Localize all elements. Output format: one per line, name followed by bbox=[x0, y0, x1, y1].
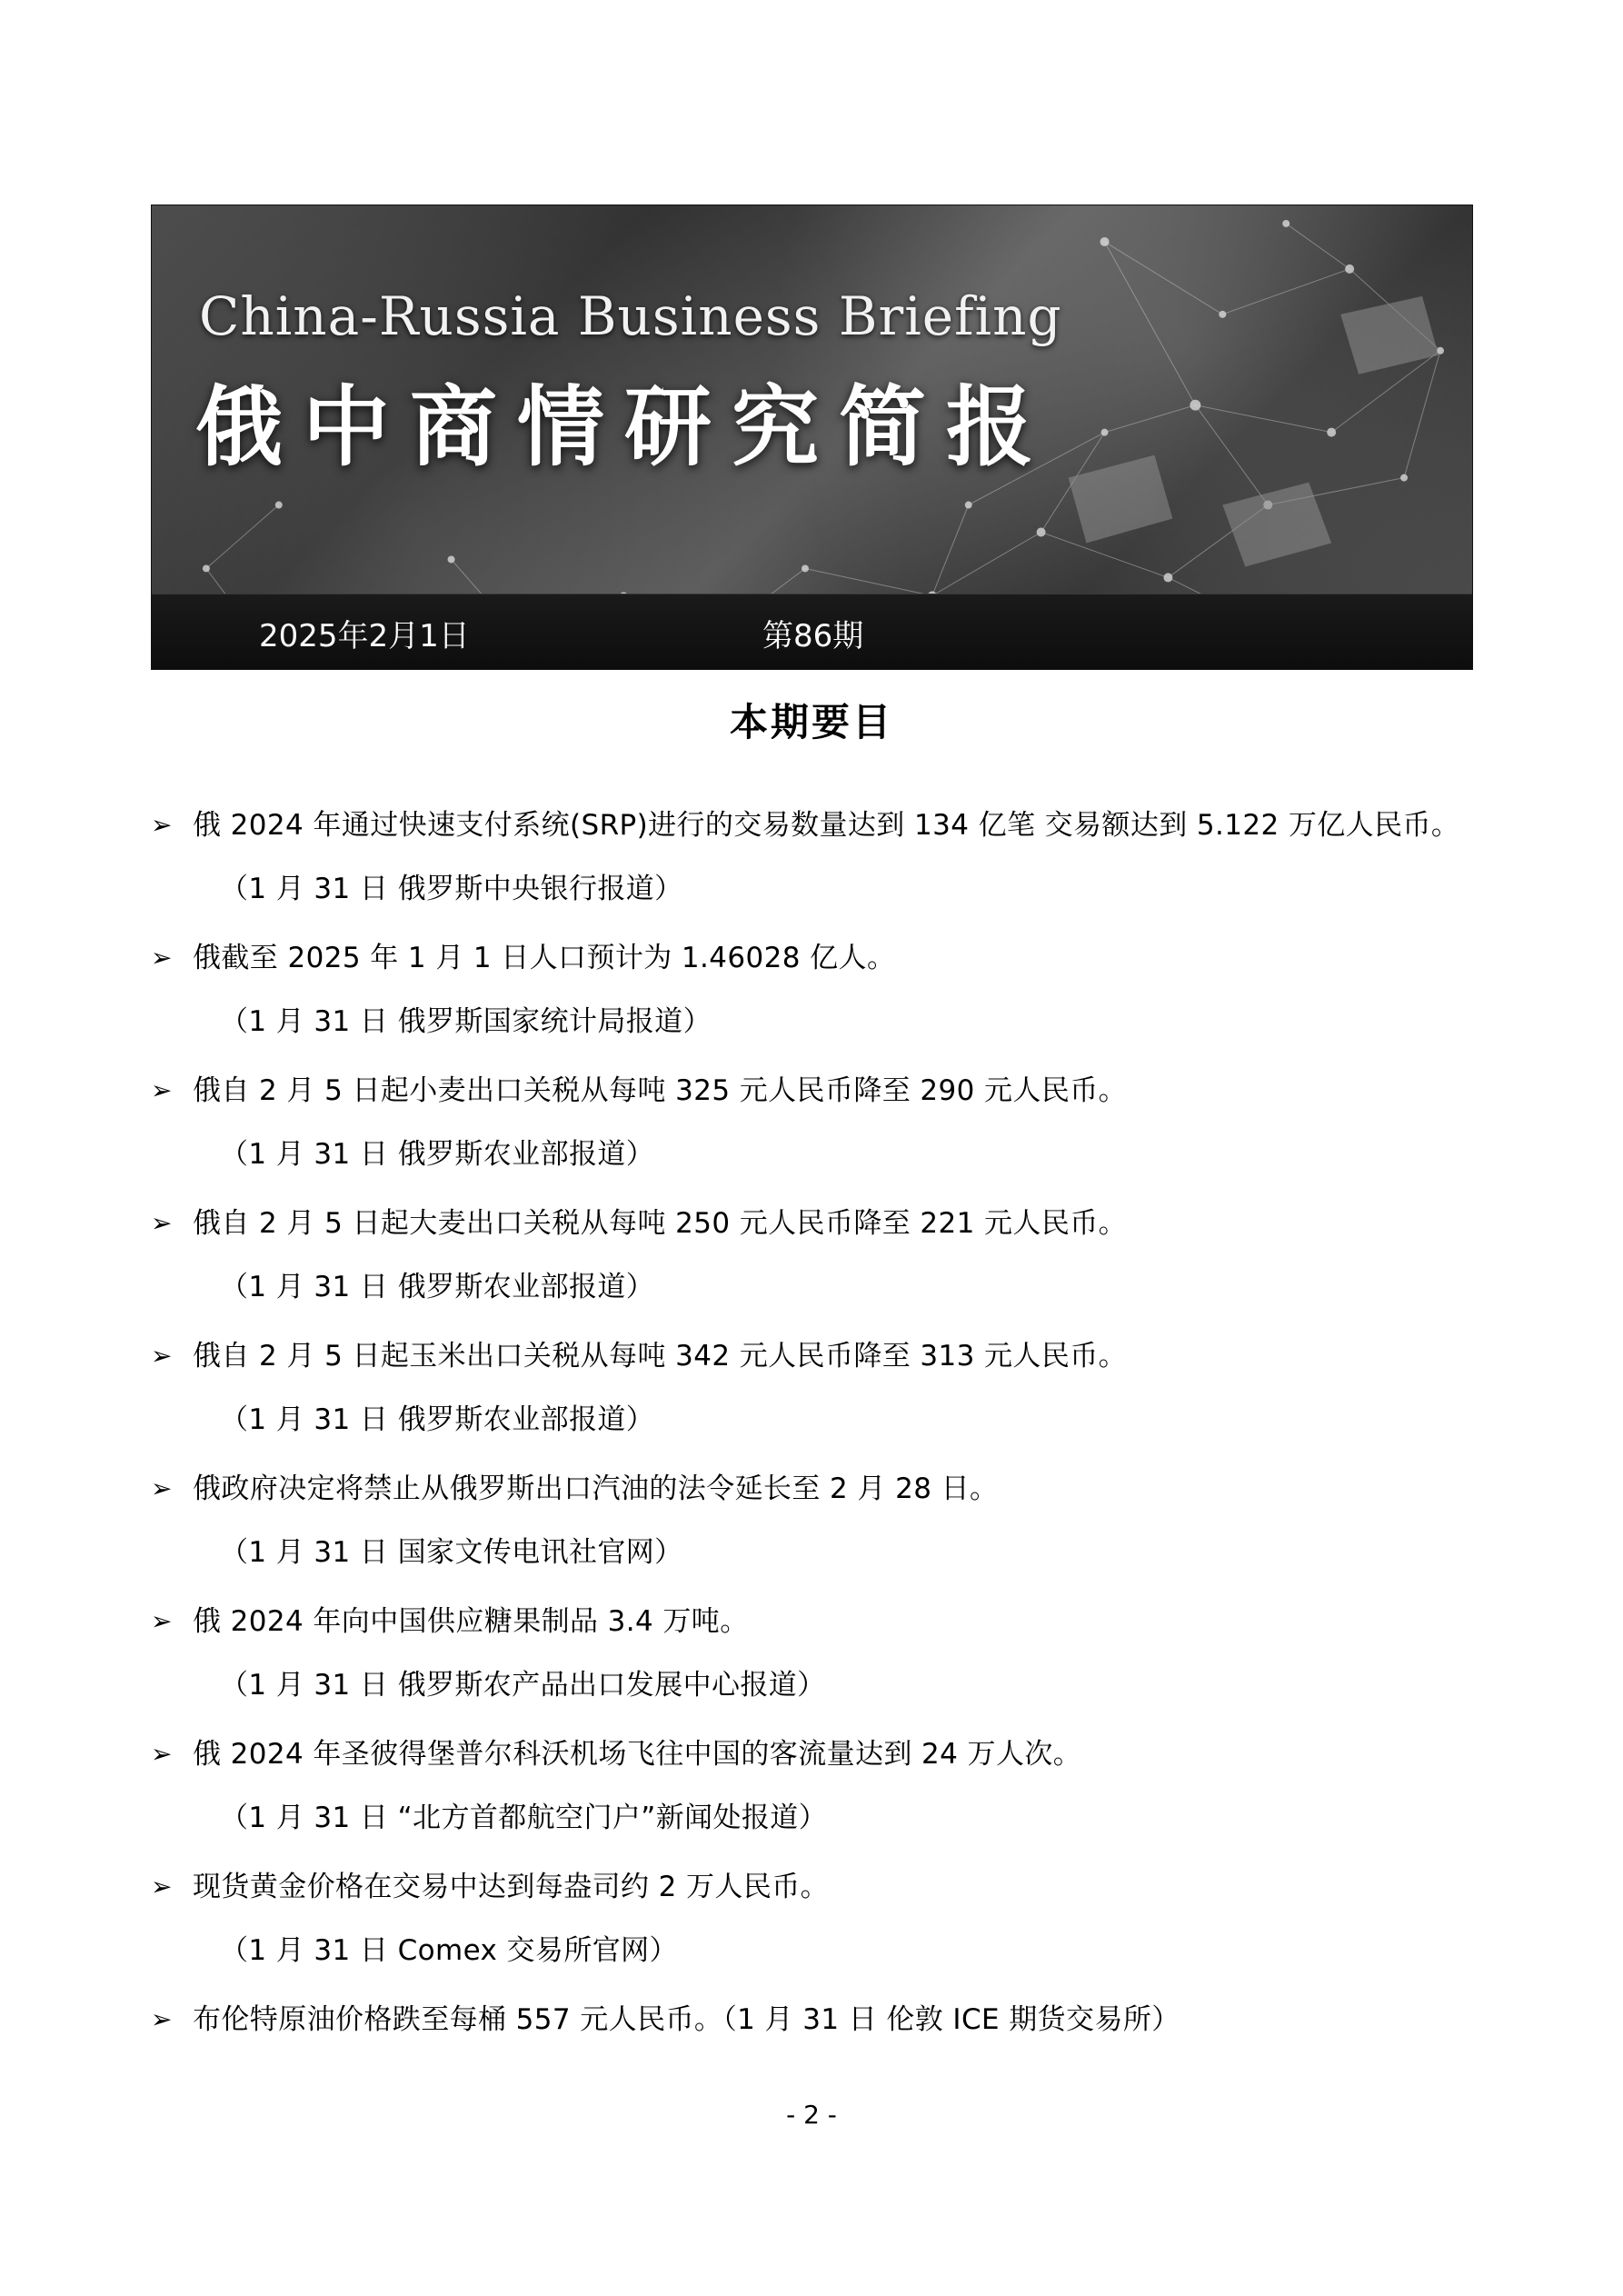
banner-issue-number: 第86期 bbox=[762, 618, 864, 654]
list-item bbox=[136, 793, 1490, 920]
list-item-text: 俄 2024 年通过快速支付系统(SRP)进行的交易数量达到 134 亿笔 交易额达到 5.122 万亿人民币。 bbox=[193, 809, 1460, 842]
list-item-source: （1 月 31 日 俄罗斯农业部报道） bbox=[220, 1271, 655, 1303]
list-item-text: 现货黄金价格在交易中达到每盎司约 2 万人民币。 bbox=[193, 1871, 830, 1903]
list-item-text: 俄截至 2025 年 1 月 1 日人口预计为 1.46028 亿人。 bbox=[193, 942, 896, 974]
list-item bbox=[136, 1058, 1490, 1185]
list-item-source: （1 月 31 日 俄罗斯农业部报道） bbox=[220, 1403, 655, 1436]
list-item bbox=[136, 1191, 1490, 1318]
list-item bbox=[136, 925, 1490, 1053]
bullet-arrow-icon: ➢ bbox=[151, 1341, 173, 1371]
list-item bbox=[136, 1854, 1490, 1982]
list-item-text: 俄自 2 月 5 日起玉米出口关税从每吨 342 元人民币降至 313 元人民币。 bbox=[193, 1340, 1128, 1373]
list-item-source: （1 月 31 日 俄罗斯农产品出口发展中心报道） bbox=[220, 1669, 826, 1702]
list-item-source: （1 月 31 日 Comex 交易所官网） bbox=[220, 1934, 678, 1967]
list-item-text: 俄 2024 年圣彼得堡普尔科沃机场飞往中国的客流量达到 24 万人次。 bbox=[193, 1738, 1082, 1771]
headline-list bbox=[136, 793, 1490, 2058]
bullet-arrow-icon: ➢ bbox=[151, 1473, 173, 1503]
banner-title-english: China-Russia Business Briefing bbox=[199, 285, 1062, 347]
list-item-source: （1 月 31 日 俄罗斯国家统计局报道） bbox=[220, 1005, 712, 1038]
banner-date: 2025年2月1日 bbox=[259, 618, 470, 654]
masthead-banner bbox=[151, 205, 1473, 670]
section-title: 本期要目 bbox=[729, 700, 893, 744]
list-item-text: 俄自 2 月 5 日起小麦出口关税从每吨 325 元人民币降至 290 元人民币。 bbox=[193, 1074, 1128, 1107]
bullet-arrow-icon: ➢ bbox=[151, 1739, 173, 1769]
list-item bbox=[136, 1987, 1490, 2052]
bullet-arrow-icon: ➢ bbox=[151, 1208, 173, 1238]
list-item-text: 布伦特原油价格跌至每桶 557 元人民币。（1 月 31 日 伦敦 ICE 期货交易所） bbox=[193, 2003, 1180, 2036]
bullet-arrow-icon: ➢ bbox=[151, 1075, 173, 1105]
list-item bbox=[136, 1722, 1490, 1849]
list-item-source: （1 月 31 日 俄罗斯农业部报道） bbox=[220, 1138, 655, 1171]
page-number: - 2 - bbox=[786, 2100, 837, 2130]
list-item-source: （1 月 31 日 俄罗斯中央银行报道） bbox=[220, 873, 683, 905]
banner-title-chinese: 俄中商情研究简报 bbox=[195, 376, 1053, 478]
list-item-text: 俄政府决定将禁止从俄罗斯出口汽油的法令延长至 2 月 28 日。 bbox=[193, 1472, 999, 1505]
list-item-text: 俄 2024 年向中国供应糖果制品 3.4 万吨。 bbox=[193, 1605, 749, 1638]
list-item bbox=[136, 1456, 1490, 1583]
list-item-text: 俄自 2 月 5 日起大麦出口关税从每吨 250 元人民币降至 221 元人民币。 bbox=[193, 1207, 1128, 1240]
bullet-arrow-icon: ➢ bbox=[151, 943, 173, 973]
bullet-arrow-icon: ➢ bbox=[151, 1872, 173, 1902]
bullet-arrow-icon: ➢ bbox=[151, 810, 173, 840]
list-item bbox=[136, 1323, 1490, 1451]
banner-footer-bar bbox=[152, 594, 1472, 669]
list-item-source: （1 月 31 日 国家文传电讯社官网） bbox=[220, 1536, 683, 1569]
bullet-arrow-icon: ➢ bbox=[151, 2004, 173, 2034]
bullet-arrow-icon: ➢ bbox=[151, 1606, 173, 1636]
list-item bbox=[136, 1589, 1490, 1716]
list-item-source: （1 月 31 日 “北方首都航空门户”新闻处报道） bbox=[220, 1802, 828, 1834]
